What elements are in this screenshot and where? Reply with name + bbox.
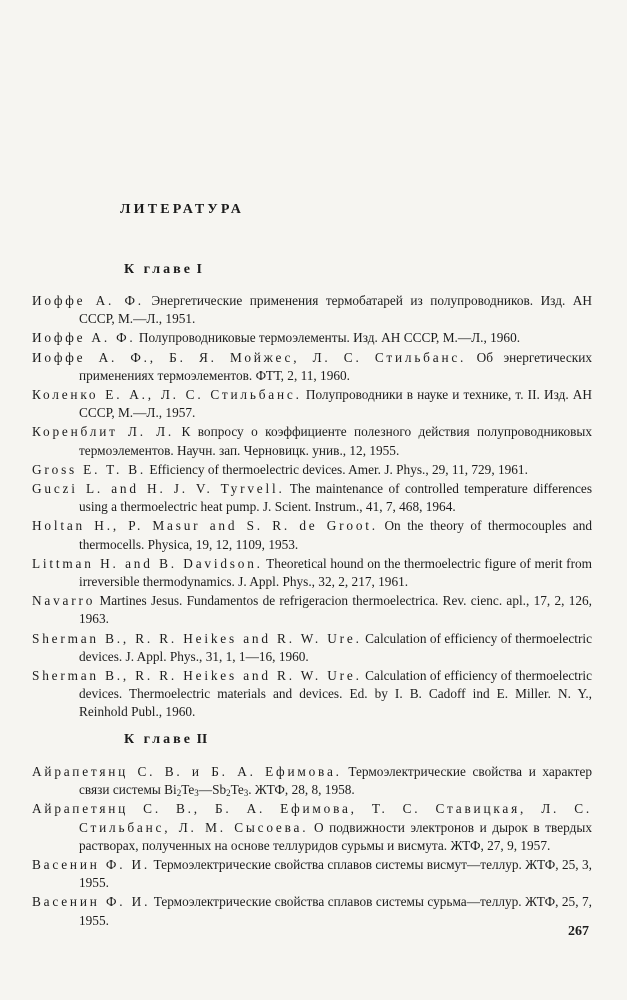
reference-text: Полупроводниковые термоэлементы. Изд. АН СССР, М.—Л., 1960. [135, 330, 521, 346]
reference-item [32, 461, 592, 479]
reference-text: Calculation of efficiency of thermoelectric devices. Thermoelectric materials and devices. Ed. by I. B. Cadoff ind E. Miller. N. Y., Reinhold Publ., 1960. [79, 668, 593, 720]
reference-authors: Васенин Ф. И. [32, 857, 151, 873]
page-number: 267 [568, 924, 589, 939]
reference-authors: Коленко Е. А., Л. С. Стильбанс. [32, 387, 302, 403]
reference-text: Термоэлектрические свойства сплавов системы висмут—теллур. ЖТФ, 25, 3, 1955. [79, 857, 593, 891]
chapter-1-heading [124, 262, 202, 278]
reference-text: Calculation of efficiency of thermoelectric devices. J. Appl. Phys., 31, 1, 1—16, 1960. [79, 630, 593, 664]
reference-item [32, 555, 592, 591]
reference-text: Martines Jesus. Fundamentos de refrigeracion thermoelectrica. Rev. cienc. apl., 17, 2, 126, 1963. [79, 593, 592, 627]
reference-item [32, 480, 592, 516]
reference-item [32, 349, 592, 385]
reference-item [32, 893, 592, 929]
reference-authors: Gross E. T. B. [32, 461, 147, 477]
reference-item [32, 292, 592, 328]
reference-text: Энергетические применения термобатарей из полупроводников. Изд. АН СССР, М.—Л., 1951. [79, 293, 592, 327]
reference-item [32, 763, 592, 799]
reference-authors: Sherman B., R. R. Heikes and R. W. Ure. [32, 630, 362, 646]
formula-element: Te [181, 782, 195, 798]
chapter-1-number: I [196, 262, 202, 277]
reference-text: . ЖТФ, 28, 8, 1958. [248, 782, 355, 798]
reference-text: The maintenance of controlled temperature differences using a thermoelectric heat pump. J. Scient. Instrum., 41, 7, 468, 1964. [79, 481, 593, 515]
reference-authors: Айрапетянц С. В., Б. А. Ефимова, Т. С. Ставицкая, Л. С. Стильбанс, Л. М. Сысоева. [32, 801, 592, 835]
reference-list-chapter-1 [32, 292, 592, 723]
formula-subscript: 2 [176, 788, 182, 799]
reference-text: Об энергетических применениях термоэлементов. ФТТ, 2, 11, 1960. [79, 349, 592, 383]
reference-authors: Littman H. and B. Davidson. [32, 555, 263, 571]
reference-authors: Иоффе А. Ф., Б. Я. Мойжес, Л. С. Стильбанс. [32, 349, 467, 365]
reference-item [32, 667, 592, 722]
reference-authors: Иоффе А. Ф. [32, 293, 144, 308]
chapter-2-heading [124, 732, 207, 748]
reference-text: Efficiency of thermoelectric devices. Amer. J. Phys., 29, 11, 729, 1961. [146, 461, 528, 477]
reference-text: Theoretical hound on the thermoelectric figure of merit from irreversible thermodynamics. J. Appl. Phys., 32, 2, 217, 1961. [79, 555, 592, 590]
reference-authors: Иоффе А. Ф. [32, 330, 136, 346]
reference-authors: Navarro [32, 593, 96, 609]
reference-item [32, 329, 592, 347]
formula-subscript: 3 [194, 788, 199, 799]
reference-authors: Васенин Ф. И. [32, 894, 151, 910]
reference-text: Полупроводники в науке и технике, т. II. Изд. АН СССР, М.—Л., 1957. [79, 387, 592, 421]
chapter-2-prefix: К главе [124, 732, 193, 747]
reference-item [32, 423, 592, 459]
reference-authors: Коренблит Л. Л. [32, 424, 175, 440]
reference-item [32, 517, 592, 553]
formula-subscript: 2 [226, 788, 231, 799]
reference-item [32, 592, 592, 628]
reference-item [32, 800, 592, 855]
formula-element: Te [230, 782, 244, 798]
reference-text: Термоэлектрические свойства сплавов системы сурьма—теллур. ЖТФ, 25, 7, 1955. [79, 894, 592, 928]
reference-text: On the theory of thermocouples and thermocells. Physica, 19, 12, 1109, 1953. [79, 518, 593, 552]
reference-item [32, 630, 592, 666]
reference-item [32, 856, 592, 892]
reference-authors: Holtan H., P. Masur and S. R. de Groot. [32, 518, 378, 534]
reference-authors: Айрапетянц С. В. и Б. А. Ефимова. [32, 764, 342, 779]
reference-text: К вопросу о коэффициенте полезного действия полупроводниковых термоэлементов. Научн. зап. Черновицк. унив., 12, 1955. [79, 424, 593, 458]
reference-authors: Sherman B., R. R. Heikes and R. W. Ure. [32, 668, 362, 684]
reference-authors: Guczi L. and H. J. V. Tyrvell. [32, 481, 285, 497]
reference-list-chapter-2 [32, 763, 592, 931]
reference-text: —Sb [198, 782, 227, 798]
reference-item [32, 386, 592, 422]
reference-text: Термоэлектрические свойства и характер связи системы Bi [79, 764, 592, 798]
formula-subscript: 3 [243, 788, 249, 799]
chapter-1-prefix: К главе [124, 262, 193, 277]
reference-text: О подвижности электронов и дырок в твердых растворах, полученных на основе теллуридов сурьмы и висмута. ЖТФ, 27, 9, 1957. [79, 819, 592, 853]
page-title: ЛИТЕРАТУРА [120, 202, 245, 217]
chapter-2-number: II [196, 732, 208, 747]
